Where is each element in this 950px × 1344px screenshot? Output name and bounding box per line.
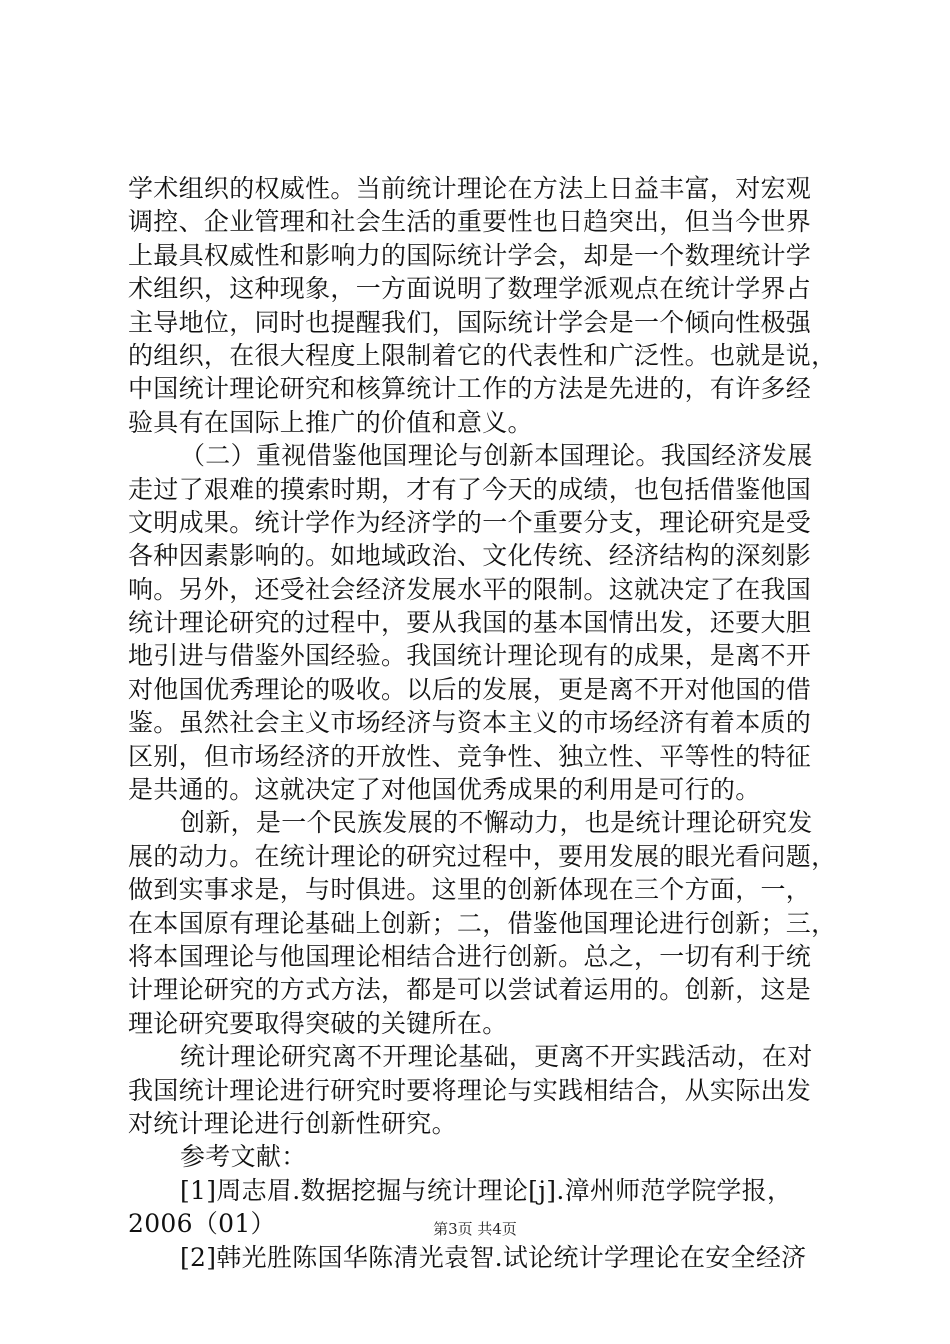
text-line: 主导地位，同时也提醒我们，国际统计学会是一个倾向性极强: [128, 307, 812, 337]
text-line: 参考文献：: [180, 1142, 307, 1172]
text-line: 做到实事求是，与时俱进。这里的创新体现在三个方面，一，: [128, 875, 812, 905]
text-line: 对统计理论进行创新性研究。: [128, 1108, 457, 1138]
page-footer: 第3页 共4页: [433, 1220, 517, 1238]
text-line: 创新，是一个民族发展的不懈动力，也是统计理论研究发: [180, 808, 813, 838]
text-line: 的组织，在很大程度上限制着它的代表性和广泛性。也就是说，: [128, 340, 837, 370]
text-line: 是共通的。这就决定了对他国优秀成果的利用是可行的。: [128, 775, 761, 805]
text-line: 调控、企业管理和社会生活的重要性也日趋突出，但当今世界: [128, 207, 812, 237]
text-line: 文明成果。统计学作为经济学的一个重要分支，理论研究是受: [128, 507, 812, 537]
text-line: （二）重视借鉴他国理论与创新本国理论。我国经济发展: [180, 441, 813, 471]
text-line: 验具有在国际上推广的价值和意义。: [128, 407, 533, 437]
text-line: 响。另外，还受社会经济发展水平的限制。这就决定了在我国: [128, 574, 812, 604]
text-line: 计理论研究的方式方法，都是可以尝试着运用的。创新，这是: [128, 975, 812, 1005]
text-line: 区别，但市场经济的开放性、竞争性、独立性、平等性的特征: [128, 741, 812, 771]
text-line: 对他国优秀理论的吸收。以后的发展，更是离不开对他国的借: [128, 674, 812, 704]
text-line: 中国统计理论研究和核算统计工作的方法是先进的，有许多经: [128, 374, 812, 404]
text-line: 各种因素影响的。如地域政治、文化传统、经济结构的深刻影: [128, 541, 812, 571]
text-line: 在本国原有理论基础上创新；二，借鉴他国理论进行创新；三，: [128, 908, 837, 938]
text-line: 地引进与借鉴外国经验。我国统计理论现有的成果，是离不开: [128, 641, 812, 671]
text-line: [2]韩光胜陈国华陈清光袁智.试论统计学理论在安全经济: [180, 1242, 807, 1272]
text-line: 术组织，这种现象，一方面说明了数理学派观点在统计学界占: [128, 274, 812, 304]
text-line: [1]周志眉.数据挖掘与统计理论[j].漳州师范学院学报，: [180, 1175, 793, 1205]
text-line: 将本国理论与他国理论相结合进行创新。总之，一切有利于统: [128, 941, 812, 971]
text-line: 走过了艰难的摸索时期，才有了今天的成绩，也包括借鉴他国: [128, 474, 812, 504]
text-line: 2006（01）: [128, 1209, 276, 1239]
document-body: [128, 172, 837, 1274]
text-line: 学术组织的权威性。当前统计理论在方法上日益丰富，对宏观: [128, 174, 812, 203]
text-line: 鉴。虽然社会主义市场经济与资本主义的市场经济有着本质的: [128, 708, 812, 738]
text-line: 统计理论研究的过程中，要从我国的基本国情出发，还要大胆: [128, 608, 812, 638]
text-line: 统计理论研究离不开理论基础，更离不开实践活动，在对: [180, 1042, 813, 1072]
text-line: 上最具权威性和影响力的国际统计学会，却是一个数理统计学: [128, 240, 812, 270]
text-line: 展的动力。在统计理论的研究过程中，要用发展的眼光看问题，: [128, 841, 837, 871]
text-line: 理论研究要取得突破的关键所在。: [128, 1008, 508, 1038]
text-line: 我国统计理论进行研究时要将理论与实践相结合，从实际出发: [128, 1075, 812, 1105]
